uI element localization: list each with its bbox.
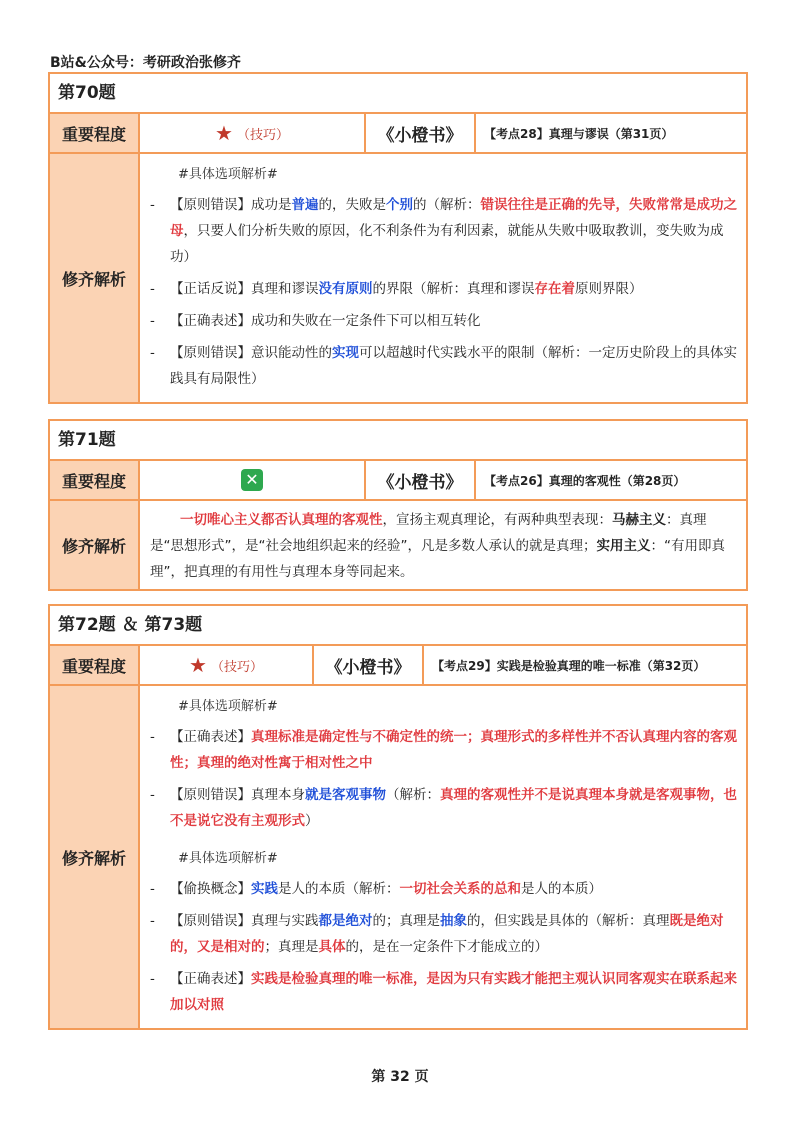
- exam-point: 【考点26】真理的客观性（第28页）: [484, 473, 686, 488]
- list-item: - 【原则错误】成功是普遍的，失败是个别的（解析：错误往往是正确的先导，失败常常是成功之母，只要人们分析失败的原因，化不利条件为有利因素，就能从失败中吸取教训，变失败为成功）: [150, 197, 737, 265]
- analysis-label: 修齐解析: [50, 686, 140, 1028]
- exam-point: 【考点28】真理与谬误（第31页）: [484, 126, 674, 141]
- question-72-73-card: [48, 604, 748, 1030]
- importance-row: [50, 114, 746, 154]
- question-title: 第70题: [50, 74, 746, 114]
- importance-label: 重要程度: [50, 114, 140, 152]
- list-item: - 【正确表述】成功和失败在一定条件下可以相互转化: [150, 313, 481, 329]
- book-title: 《小橙书》: [366, 461, 476, 499]
- question-title: 第71题: [50, 421, 746, 461]
- question-71-card: [48, 419, 748, 591]
- list-item: - 【正确表述】真理标准是确定性与不确定性的统一；真理形式的多样性并不否认真理内容的客观性；真理的绝对性寓于相对性之中: [150, 729, 737, 771]
- book-title: 《小橙书》: [366, 114, 476, 152]
- star-icon: ★: [215, 121, 233, 145]
- importance-label: 重要程度: [50, 461, 140, 499]
- option-tag: #具体选项解析#: [178, 699, 278, 714]
- rating-text: （技巧）: [236, 127, 289, 143]
- cross-mark-icon: ✕: [241, 469, 263, 491]
- list-item: - 【原则错误】意识能动性的实现可以超越时代实践水平的限制（解析：一定历史阶段上的具体实践具有局限性）: [150, 345, 737, 387]
- book-title: 《小橙书》: [314, 646, 424, 684]
- analysis-content: 一切唯心主义都否认真理的客观性，宣扬主观真理论，有两种典型表现：马赫主义：真理是“思想形式”，是“社会地组织起来的经验”，凡是多数人承认的就是真理；实用主义：“有用即真理”，把真理的有用性与真理本身等同起来。: [150, 512, 725, 580]
- option-tag: #具体选项解析#: [178, 851, 278, 866]
- list-item: - 【正确表述】实践是检验真理的唯一标准，是因为只有实践才能把主观认识同客观实在联系起来加以对照: [150, 971, 737, 1013]
- analysis-row: [50, 154, 746, 402]
- star-icon: ★: [189, 653, 207, 677]
- analysis-label: 修齐解析: [50, 501, 140, 589]
- importance-row: [50, 646, 746, 686]
- rating-cell: [140, 461, 366, 499]
- option-tag: #具体选项解析#: [178, 167, 278, 182]
- rating-cell: [140, 114, 366, 152]
- source-header: B站&公众号：考研政治张修齐: [50, 55, 241, 71]
- page-number: 第 32 页: [371, 1069, 429, 1085]
- question-title: 第72题 ＆ 第73题: [50, 606, 746, 646]
- analysis-label: 修齐解析: [50, 154, 140, 402]
- analysis-row: [50, 501, 746, 589]
- list-item: - 【原则错误】真理与实践都是绝对的；真理是抽象的，但实践是具体的（解析：真理既是绝对的，又是相对的；真理是具体的，是在一定条件下才能成立的）: [150, 913, 724, 955]
- rating-text: （技巧）: [210, 659, 263, 675]
- exam-point: 【考点29】实践是检验真理的唯一标准（第32页）: [432, 658, 706, 673]
- question-70-card: [48, 72, 748, 404]
- analysis-content: [140, 686, 746, 1028]
- list-item: - 【偷换概念】实践是人的本质（解析：一切社会关系的总和是人的本质）: [150, 881, 602, 897]
- importance-row: [50, 461, 746, 501]
- analysis-content: [140, 154, 746, 402]
- importance-label: 重要程度: [50, 646, 140, 684]
- list-item: - 【正话反说】真理和谬误没有原则的界限（解析：真理和谬误存在着原则界限）: [150, 281, 643, 297]
- list-item: - 【原则错误】真理本身就是客观事物（解析：真理的客观性并不是说真理本身就是客观事物，也不是说它没有主观形式）: [150, 787, 737, 829]
- rating-cell: [140, 646, 314, 684]
- analysis-row: [50, 686, 746, 1028]
